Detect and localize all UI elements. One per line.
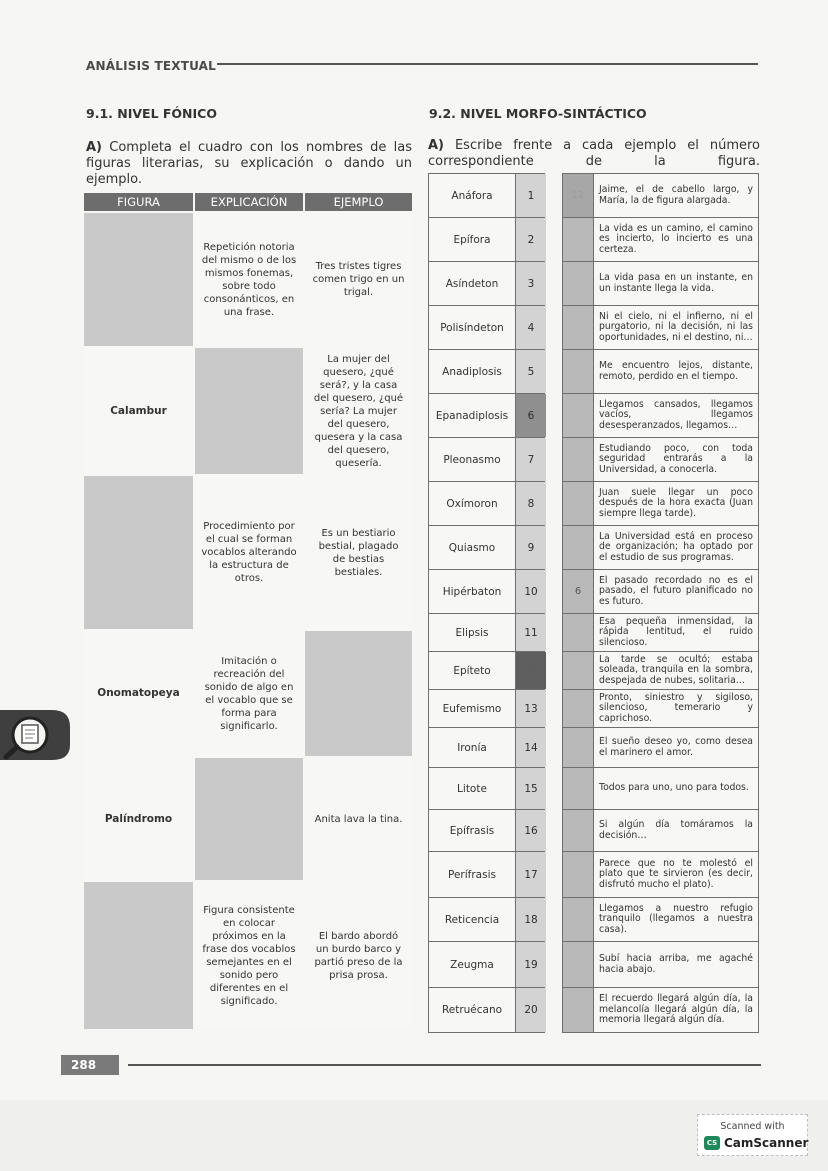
- instruction-label: A): [86, 140, 103, 155]
- figure-name: Reticencia: [444, 913, 500, 926]
- figure-number: 20: [515, 988, 546, 1032]
- example-row: [562, 437, 759, 481]
- figure-number: 12: [515, 652, 546, 689]
- answer-box[interactable]: [563, 852, 594, 897]
- cell-figura-5: Palíndromo: [104, 812, 173, 825]
- figures-number-list: [428, 173, 545, 1033]
- figure-row: [428, 437, 545, 481]
- figure-name: Hipérbaton: [442, 585, 502, 598]
- example-text: Todos para uno, uno para todos.: [599, 782, 749, 794]
- example-row: [562, 851, 759, 897]
- example-text: El recuerdo llegará algún día, la melancolía llegará algún día, la memoria llegará algún día.: [599, 993, 753, 1026]
- answer-box[interactable]: [563, 526, 594, 569]
- cell-explicacion-4: Imitación o recreación del sonido de algo en el vocablo que se forma para significarlo.: [204, 655, 294, 732]
- cell-explicacion-6: Figura consistente en colocar próximos en la frase dos vocablos semejantes en el sonido pero diferentes en el significado.: [202, 904, 296, 1007]
- example-row: [562, 613, 759, 651]
- answer-box[interactable]: [563, 898, 594, 941]
- example-text: Llegamos a nuestro refugio tranquilo (llegamos a nuestra casa).: [599, 902, 753, 935]
- example-text: Subí hacia arriba, me agaché hacia abajo.: [599, 953, 753, 975]
- cell-ejemplo-4[interactable]: [305, 631, 412, 756]
- figure-row: [428, 651, 545, 689]
- answer-box[interactable]: [563, 768, 594, 809]
- example-row: [562, 173, 759, 217]
- figure-number: 10: [515, 570, 546, 613]
- example-row: [562, 217, 759, 261]
- figure-name: Retruécano: [441, 1004, 503, 1016]
- figure-number: 8: [515, 482, 546, 525]
- answer-box[interactable]: [563, 350, 594, 393]
- answer-box[interactable]: [563, 728, 594, 767]
- answer-box[interactable]: [563, 652, 594, 689]
- figure-name: Epíteto: [453, 664, 491, 677]
- figure-number: 1: [515, 174, 546, 217]
- example-text: Ni el cielo, ni el infierno, ni el purgatorio, ni la decisión, ni las oportunidades, ni el destino, ni…: [599, 310, 753, 343]
- answer-box[interactable]: [563, 262, 594, 305]
- figure-name: Oxímoron: [446, 497, 498, 510]
- figure-name: Quiasmo: [448, 541, 496, 554]
- example-text: Juan suele llegar un poco después de la hora exacta (Juan siempre llega tarde).: [599, 486, 753, 519]
- figure-row: [428, 173, 545, 217]
- answer-box[interactable]: 12: [563, 174, 594, 217]
- example-text: El pasado recordado no es el pasado, el futuro planificado no es futuro.: [599, 574, 753, 607]
- column-header-figura: FIGURA: [84, 193, 193, 211]
- camscanner-name: CamScanner: [724, 1136, 809, 1150]
- answer-box[interactable]: [563, 988, 594, 1032]
- example-text: La Universidad está en proceso de organización; ha optado por el estudio de sus programas.: [599, 530, 753, 563]
- example-text: Esa pequeña inmensidad, la rápida lentitud, el ruido silencioso.: [599, 615, 753, 648]
- cell-figura-2: Calambur: [110, 404, 167, 417]
- cell-ejemplo-2: La mujer del quesero, ¿qué será?, y la casa del quesero, ¿qué sería? La mujer del quesero, quesera y la casa del quesero, quesería.: [313, 353, 404, 469]
- figure-name: Anadiplosis: [442, 365, 502, 378]
- figure-number: 14: [515, 728, 546, 767]
- page-number: 288: [61, 1055, 119, 1075]
- figure-row: [428, 809, 545, 851]
- answer-box[interactable]: [563, 394, 594, 437]
- figure-number: 11: [515, 614, 546, 651]
- figure-number: 17: [515, 852, 546, 897]
- example-row: [562, 897, 759, 941]
- camscanner-watermark: [697, 1114, 808, 1156]
- figure-row: [428, 941, 545, 987]
- cell-ejemplo-6: El bardo abordó un burdo barco y partió preso de la prisa prosa.: [314, 930, 403, 981]
- figure-number: 13: [515, 690, 546, 727]
- cell-explicacion-2[interactable]: [195, 348, 303, 474]
- figure-row: [428, 851, 545, 897]
- figure-number: 4: [515, 306, 546, 349]
- answer-box[interactable]: [563, 614, 594, 651]
- example-row: [562, 349, 759, 393]
- answer-box[interactable]: [563, 218, 594, 261]
- example-text: Jaime, el de cabello largo, y María, la de figura alargada.: [599, 184, 753, 206]
- figure-name: Epanadiplosis: [435, 409, 509, 422]
- figure-row: [428, 261, 545, 305]
- section-title-morfosintactico: 9.2. NIVEL MORFO-SINTÁCTICO: [429, 106, 647, 121]
- column-header-explicacion: EXPLICACIÓN: [195, 193, 303, 211]
- figure-row: [428, 689, 545, 727]
- figure-name: Perífrasis: [448, 868, 496, 881]
- figure-number: 15: [515, 768, 546, 809]
- answer-box[interactable]: [563, 690, 594, 727]
- figure-row: [428, 767, 545, 809]
- instruction-label: A): [428, 138, 445, 153]
- figure-name: Epífrasis: [449, 824, 495, 837]
- example-text: Parece que no te molestó el plato que te sirvieron (es decir, disfrutó mucho el plato).: [599, 857, 753, 890]
- example-row: [562, 651, 759, 689]
- figure-number: 5: [515, 350, 546, 393]
- figure-name: Zeugma: [450, 958, 494, 971]
- answer-box[interactable]: [563, 942, 594, 987]
- figure-number: 18: [515, 898, 546, 941]
- figure-row: [428, 525, 545, 569]
- example-text: El sueño deseo yo, como desea el marinero el amor.: [599, 736, 753, 758]
- cell-figura-6[interactable]: [84, 882, 193, 1029]
- figure-row: [428, 987, 545, 1033]
- example-text: Si algún día tomáramos la decisión…: [599, 819, 753, 841]
- figure-number: 19: [515, 942, 546, 987]
- example-row: [562, 261, 759, 305]
- figure-number: 6: [515, 394, 546, 437]
- figure-name: Eufemismo: [442, 702, 502, 715]
- example-text: La tarde se ocultó; estaba soleada, tranquila en la sombra, despejada de nubes, solitaria…: [599, 653, 753, 686]
- example-row: [562, 941, 759, 987]
- camscanner-logo-icon: CS: [704, 1136, 720, 1150]
- instruction-text: Escribe frente a cada ejemplo el número correspondiente de la figura.: [428, 138, 760, 169]
- example-row: [562, 393, 759, 437]
- cell-figura-3[interactable]: [84, 476, 193, 629]
- example-text: Llegamos cansados, llegamos vacíos, llegamos desesperanzados, llegamos…: [599, 398, 753, 431]
- instruction-text: Completa el cuadro con los nombres de las figuras literarias, su explicación o dando un ejemplo.: [86, 140, 412, 187]
- answer-box[interactable]: [563, 306, 594, 349]
- figure-row: [428, 305, 545, 349]
- cell-figura-4: Onomatopeya: [97, 687, 180, 699]
- header-rule: [217, 63, 758, 65]
- example-row: [562, 481, 759, 525]
- figure-number: 16: [515, 810, 546, 851]
- example-row: [562, 767, 759, 809]
- answer-box[interactable]: [563, 810, 594, 851]
- magnifier-icon: [0, 705, 72, 765]
- cell-explicacion-5[interactable]: [195, 758, 303, 880]
- figure-name: Anáfora: [451, 189, 493, 202]
- example-row: [562, 987, 759, 1033]
- figure-row: [428, 613, 545, 651]
- figure-name: Pleonasmo: [443, 453, 501, 466]
- cell-figura-1[interactable]: [84, 213, 193, 346]
- figure-row: [428, 727, 545, 767]
- cell-ejemplo-1: Tres tristes tigres comen trigo en un trigal.: [312, 261, 405, 298]
- cell-ejemplo-3: Es un bestiario bestial, plagado de bestias bestiales.: [318, 527, 399, 578]
- example-text: La vida pasa en un instante, en un instante llega la vida.: [599, 272, 753, 294]
- example-row: [562, 525, 759, 569]
- cell-explicacion-3: Procedimiento por el cual se forman vocablos alterando la estructura de otros.: [201, 521, 297, 584]
- figure-name: Ironía: [457, 741, 487, 754]
- figure-row: [428, 481, 545, 525]
- cell-explicacion-1: Repetición notoria del mismo o de los mismos fonemas, sobre todo consonánticos, en una frase.: [201, 241, 297, 318]
- example-row: [562, 727, 759, 767]
- example-text: Estudiando poco, con toda seguridad entrarás a la Universidad, a conocerla.: [599, 442, 753, 475]
- example-row: [562, 809, 759, 851]
- example-text: Pronto, siniestro y sigiloso, silencioso, temerario y caprichoso.: [599, 691, 753, 724]
- answer-box[interactable]: 6: [563, 570, 594, 613]
- cell-ejemplo-5: Anita lava la tina.: [314, 813, 403, 825]
- figure-name: Epífora: [453, 233, 491, 246]
- figure-name: Elipsis: [455, 626, 489, 639]
- figure-row: [428, 897, 545, 941]
- figure-name: Asíndeton: [445, 277, 499, 290]
- answer-box[interactable]: [563, 482, 594, 525]
- figure-row: [428, 217, 545, 261]
- figure-number: 7: [515, 438, 546, 481]
- examples-list: [562, 173, 759, 1033]
- figure-name: Polisíndeton: [440, 321, 504, 334]
- figure-row: [428, 349, 545, 393]
- footer-rule: [128, 1064, 761, 1066]
- figure-row: [428, 569, 545, 613]
- figure-number: 3: [515, 262, 546, 305]
- instruction-fonico: [86, 140, 412, 188]
- figure-row: [428, 393, 545, 437]
- example-text: Me encuentro lejos, distante, remoto, perdido en el tiempo.: [599, 360, 753, 382]
- header-title: ANÁLISIS TEXTUAL: [86, 59, 216, 73]
- figure-number: 2: [515, 218, 546, 261]
- example-row: [562, 689, 759, 727]
- example-row: [562, 305, 759, 349]
- figures-table-fonico: [84, 193, 412, 1029]
- example-row: [562, 569, 759, 613]
- instruction-morfosintactico: [428, 138, 760, 170]
- scanned-with-label: Scanned with: [720, 1121, 785, 1132]
- column-header-ejemplo: EJEMPLO: [305, 193, 412, 211]
- camscanner-brand: [704, 1136, 808, 1150]
- section-title-fonico: 9.1. NIVEL FÓNICO: [86, 106, 217, 121]
- figure-number: 9: [515, 526, 546, 569]
- example-text: La vida es un camino, el camino es incierto, lo incierto es una certeza.: [599, 222, 753, 255]
- answer-box[interactable]: [563, 438, 594, 481]
- figure-name: Litote: [457, 782, 487, 795]
